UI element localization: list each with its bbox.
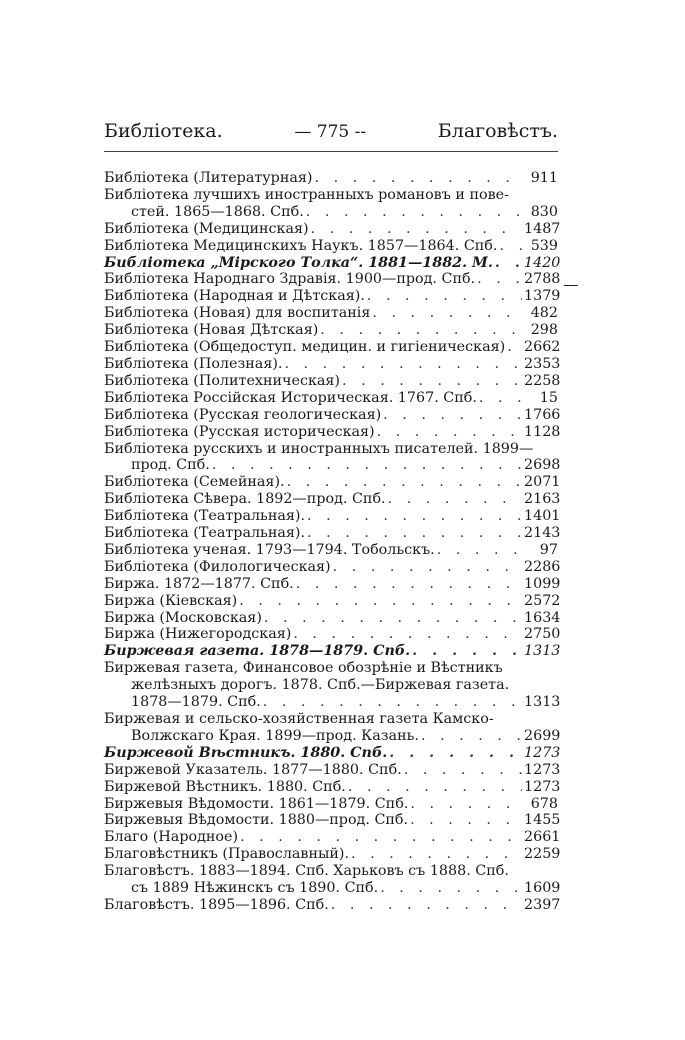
entry-line-last	[104, 457, 561, 474]
entry-number: 1634	[524, 609, 561, 626]
list-item	[104, 474, 561, 491]
dot-leader	[320, 322, 522, 339]
dot-leader	[333, 559, 522, 576]
entry-number: 2286	[524, 558, 561, 575]
list-item	[104, 440, 561, 475]
dot-leader	[495, 255, 522, 272]
entry-line	[104, 187, 558, 204]
entry-title: Библіотека (Театральная).	[104, 508, 306, 525]
dot-leader	[389, 745, 522, 762]
dot-leader	[306, 204, 522, 221]
index-entries	[104, 170, 561, 914]
entry-title: Библіотека (Театральная).	[104, 525, 306, 542]
list-item	[104, 406, 561, 424]
entry-title: желѣзныхъ дорогъ. 1878. Спб.—Биржевая газета.	[131, 677, 510, 694]
dot-leader	[499, 238, 522, 255]
list-item	[104, 187, 558, 221]
entry-title: Благовѣстникъ (Православный).	[104, 846, 350, 863]
dot-leader	[240, 829, 522, 846]
dot-leader	[377, 424, 522, 441]
dot-leader	[410, 796, 522, 813]
dot-leader	[477, 271, 522, 288]
dot-leader	[331, 897, 522, 914]
list-item	[104, 390, 558, 407]
list-item	[104, 372, 561, 390]
entry-title: Библіотека (Русская историческая)	[104, 423, 375, 440]
entry-line-last	[104, 355, 561, 373]
list-item	[104, 271, 561, 288]
dot-leader	[307, 525, 522, 542]
entry-number: 1420	[524, 254, 561, 271]
dot-leader	[263, 694, 522, 711]
page-number: — 775 --	[294, 122, 367, 142]
list-item	[104, 322, 558, 339]
dot-leader	[307, 508, 522, 525]
list-item	[104, 423, 561, 441]
entry-number: 2698	[524, 457, 561, 474]
entry-line-last	[104, 643, 561, 660]
dot-leader	[388, 491, 522, 508]
entry-line-last	[104, 254, 561, 272]
dot-leader	[311, 221, 522, 238]
entry-title: Биржа (Московская)	[104, 609, 262, 626]
entry-line-last	[104, 609, 561, 627]
dot-leader	[372, 305, 522, 322]
list-item	[104, 643, 561, 660]
entry-title: Биржевая газета. 1878—1879. Спб.	[104, 643, 411, 660]
dot-leader	[315, 170, 523, 187]
entry-title: Благовѣстъ. 1895—1896. Спб.	[104, 896, 329, 913]
entry-number: 1487	[524, 220, 561, 237]
list-item	[104, 575, 561, 593]
list-item	[104, 355, 561, 373]
entry-number: 2788	[524, 271, 561, 288]
entry-line-last	[104, 170, 558, 187]
entry-title: Библіотека Сѣвера. 1892—прод. Спб.	[104, 491, 386, 508]
entry-title: Биржевой Указатель. 1877—1880. Спб.	[104, 761, 402, 778]
header-right: Благовѣстъ.	[437, 120, 558, 142]
entry-line-last	[104, 727, 561, 745]
entry-title: съ 1889 Нѣжинскъ съ 1890. Спб.	[131, 880, 379, 897]
entry-number: 1313	[524, 694, 561, 711]
list-item	[104, 254, 561, 272]
dot-leader	[380, 880, 522, 897]
entry-title: Библіотека (Народная и Дѣтская).	[104, 288, 365, 305]
entry-title: Библіотека (Полезная).	[104, 355, 283, 372]
entry-title: Библіотека Медицинскихъ Наукъ. 1857—1864. Спб.	[104, 237, 498, 254]
entry-line-last	[104, 423, 561, 441]
entry-number: 1401	[524, 508, 561, 525]
running-header	[104, 120, 558, 142]
entry-number: 1379	[524, 288, 561, 305]
dot-leader	[264, 610, 522, 627]
entry-title: Биржа. 1872—1877. Спб.	[104, 575, 294, 592]
list-item	[104, 829, 561, 846]
entry-line-last	[104, 508, 561, 525]
list-item	[104, 744, 561, 762]
entry-number: 2661	[524, 829, 561, 846]
entry-line	[104, 441, 558, 458]
dot-leader	[410, 812, 522, 829]
list-item	[104, 609, 561, 627]
dot-leader	[412, 643, 522, 660]
entry-line-last	[104, 761, 561, 779]
list-item	[104, 220, 561, 238]
list-item	[104, 660, 561, 711]
entry-line-last	[104, 796, 558, 813]
entry-line	[104, 711, 558, 728]
dot-leader	[479, 390, 522, 407]
entry-number: 1099	[524, 575, 561, 592]
entry-title: Библіотека лучшихъ иностранныхъ романовъ и пове-	[104, 186, 509, 203]
entry-number: 911	[530, 170, 558, 186]
dot-leader	[293, 626, 522, 643]
entry-number: 2258	[524, 372, 561, 389]
entry-title: Библіотека (Русская геологическая)	[104, 406, 382, 423]
dot-leader	[367, 288, 522, 305]
list-item	[104, 170, 558, 187]
list-item	[104, 761, 561, 779]
list-item	[104, 863, 561, 897]
entry-title: Библіотека (Общедоступ. медицин. и гигіеническая)	[104, 339, 506, 356]
entry-number: 2353	[524, 355, 561, 372]
entry-line	[104, 677, 558, 694]
list-item	[104, 592, 561, 610]
entry-title: Библіотека (Семейная).	[104, 474, 285, 491]
entry-line-last	[104, 339, 561, 356]
entry-line-last	[104, 204, 558, 221]
list-item	[104, 238, 558, 255]
entry-line-last	[104, 542, 558, 559]
entry-number: 1273	[524, 744, 561, 761]
entry-line-last	[104, 271, 561, 288]
entry-number: 1128	[524, 423, 561, 440]
entry-title: Биржевой Вѣстникъ. 1880. Спб.	[104, 744, 388, 761]
entry-title: Биржевая газета, Финансовое обозрѣніе и Вѣстникъ	[104, 660, 503, 677]
dot-leader	[383, 407, 522, 424]
dot-leader	[507, 339, 522, 356]
entry-title: Библіотека (Филологическая)	[104, 558, 331, 575]
list-item	[104, 778, 561, 796]
entry-number: 2071	[524, 474, 561, 491]
entry-title: Биржа (Нижегородская)	[104, 626, 292, 643]
dot-leader	[212, 457, 522, 474]
entry-number: 2662	[524, 339, 561, 356]
entry-title: Библіотека (Новая Дѣтская)	[104, 322, 319, 339]
list-item	[104, 812, 561, 829]
entry-number: 1313	[524, 643, 561, 660]
dot-leader	[342, 373, 522, 390]
entry-line-last	[104, 575, 561, 593]
entry-line-last	[104, 288, 561, 305]
entry-number: 1609	[524, 880, 561, 897]
entry-title: прод. Спб.	[131, 457, 210, 474]
entry-number: 2143	[524, 525, 561, 542]
entry-line-last	[104, 322, 558, 339]
entry-line-last	[104, 694, 561, 711]
entry-number: 97	[539, 541, 558, 558]
list-item	[104, 558, 561, 576]
entry-line-last	[104, 491, 561, 508]
entry-line-last	[104, 390, 558, 407]
entry-title: Библіотека ученая. 1793—1794. Тобольскъ.	[104, 541, 435, 558]
entry-line-last	[104, 525, 561, 542]
entry-line-last	[104, 812, 561, 829]
entry-line-last	[104, 305, 558, 322]
list-item	[104, 896, 561, 914]
entry-number: 1766	[524, 406, 561, 423]
entry-number: 298	[530, 322, 558, 339]
entry-line-last	[104, 744, 561, 762]
dot-leader	[421, 728, 522, 745]
list-item	[104, 525, 561, 542]
entry-number: 2750	[524, 626, 561, 643]
entry-number: 1273	[524, 778, 561, 795]
entry-number: 2572	[524, 592, 561, 609]
list-item	[104, 339, 561, 356]
entry-number: 678	[530, 795, 558, 812]
entry-title: Биржевыя Вѣдомости. 1880—прод. Спб.	[104, 812, 409, 829]
entry-line-last	[104, 846, 561, 863]
list-item	[104, 288, 561, 305]
dot-leader	[437, 542, 522, 559]
entry-number: 2397	[524, 896, 561, 913]
entry-title: Биржевыя Вѣдомости. 1861—1879. Спб.	[104, 795, 409, 812]
entry-title: Библіотека „Мірского Толка“. 1881—1882. М.	[104, 254, 493, 271]
dot-leader	[348, 779, 522, 796]
entry-line-last	[104, 558, 561, 576]
entry-number: 1273	[524, 761, 561, 778]
entry-line-last	[104, 592, 561, 610]
entry-title: Биржа (Кіевская)	[104, 592, 238, 609]
entry-title: Библіотека (Литературная)	[104, 170, 313, 186]
entry-number: 539	[530, 237, 558, 254]
list-item	[104, 542, 558, 559]
entry-line-last	[104, 220, 561, 238]
entry-line-last	[104, 406, 561, 424]
entry-line-last	[104, 626, 561, 643]
entry-title: Библіотека (Медицинская)	[104, 220, 309, 237]
list-item	[104, 796, 558, 813]
entry-title: Библіотека русскихъ и иностранныхъ писателей. 1899—	[104, 440, 534, 457]
entry-title: стей. 1865—1868. Спб.	[131, 203, 304, 220]
entry-number: 2699	[524, 727, 561, 744]
list-item	[104, 626, 561, 643]
list-item	[104, 846, 561, 863]
entry-title: Библіотека Россійская Историческая. 1767. Спб.	[104, 389, 477, 406]
entry-line-last	[104, 880, 561, 897]
entry-line	[104, 863, 558, 880]
entry-title: Библіотека Народнаго Здравія. 1900—прод. Спб.	[104, 271, 476, 288]
entry-line-last	[104, 896, 561, 914]
entry-title: Биржевая и сельско-хозяйственная газета Камско-	[104, 711, 494, 727]
dot-leader	[296, 576, 522, 593]
entry-line-last	[104, 238, 558, 255]
entry-line-last	[104, 372, 561, 390]
entry-title: Биржевой Вѣстникъ. 1880. Спб.	[104, 778, 346, 795]
entry-line-last	[104, 778, 561, 796]
entry-line	[104, 660, 558, 677]
dot-leader	[351, 846, 522, 863]
entry-number: 15	[539, 389, 558, 406]
entry-title: Благо (Народное)	[104, 829, 239, 846]
entry-number: 830	[530, 203, 558, 220]
entry-number: 482	[530, 305, 558, 322]
header-left: Библіотека.	[104, 120, 223, 142]
entry-line-last	[104, 474, 561, 491]
entry-title: Волжскаго Края. 1899—прод. Казань.	[131, 727, 419, 744]
margin-dash-mark	[564, 285, 578, 286]
entry-title: 1878—1879. Спб.	[131, 694, 261, 711]
list-item	[104, 711, 561, 745]
entry-title: Библіотека (Новая) для воспитанія	[104, 305, 371, 322]
list-item	[104, 305, 558, 322]
list-item	[104, 491, 561, 508]
entry-number: 1455	[524, 812, 561, 829]
list-item	[104, 508, 561, 525]
dot-leader	[239, 593, 522, 610]
header-rule	[104, 151, 558, 152]
entry-number: 2163	[524, 491, 561, 508]
entry-number: 2259	[524, 846, 561, 863]
dot-leader	[284, 356, 522, 373]
entry-line-last	[104, 829, 561, 846]
dot-leader	[287, 474, 522, 491]
entry-title: Библіотека (Политехническая)	[104, 372, 341, 389]
entry-title: Благовѣстъ. 1883—1894. Спб. Харьковъ съ 1888. Спб.	[104, 863, 509, 880]
dot-leader	[404, 762, 522, 779]
